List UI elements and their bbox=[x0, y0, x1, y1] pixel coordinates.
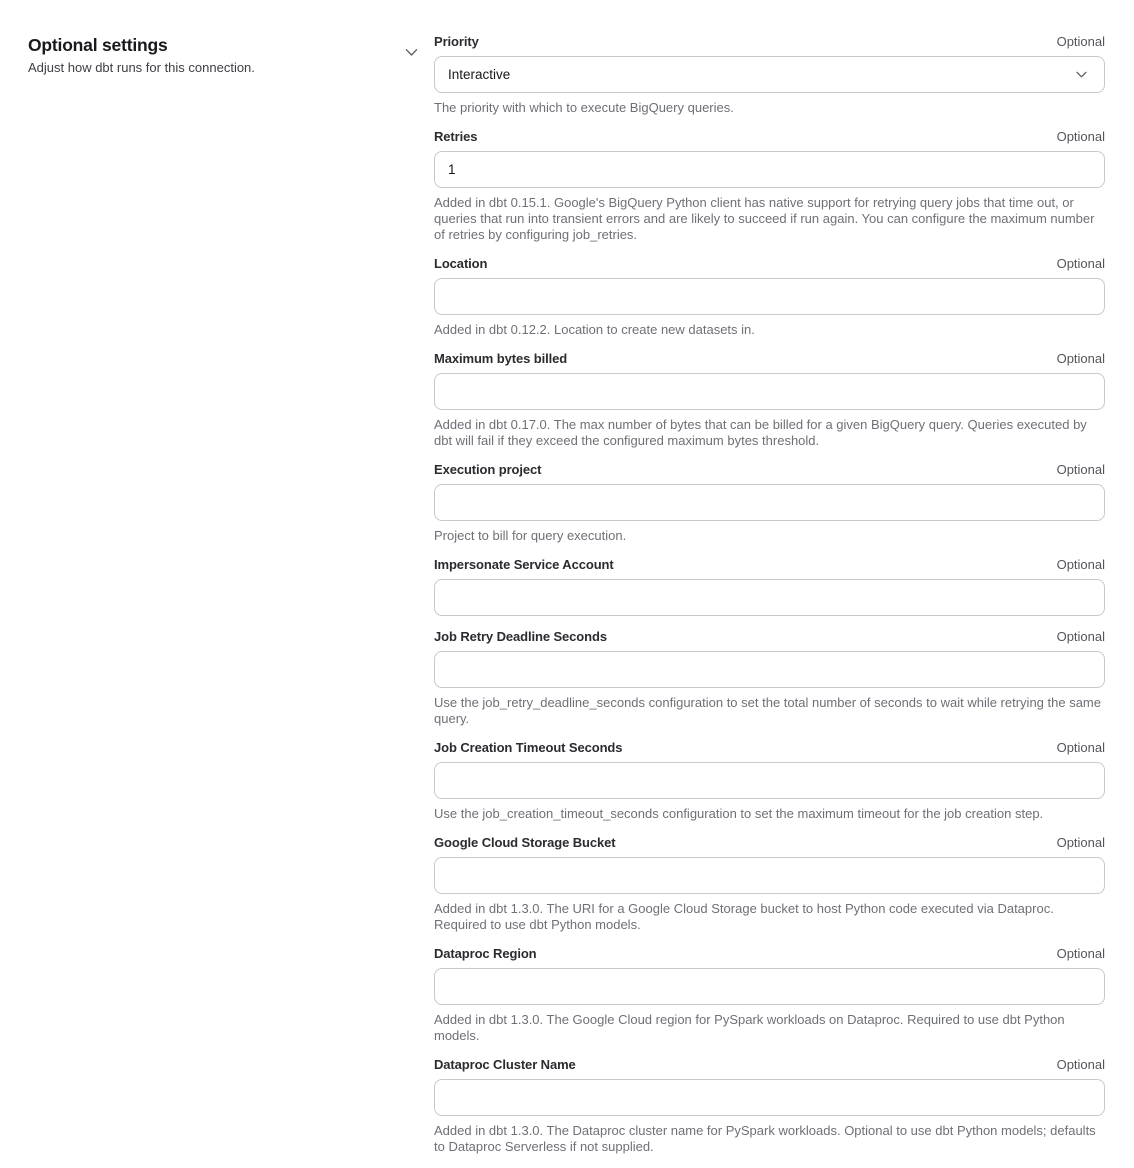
field-header bbox=[434, 1057, 1105, 1073]
optional-badge: Optional bbox=[1056, 740, 1105, 755]
maximum-bytes-billed-label: Maximum bytes billed bbox=[434, 351, 568, 366]
job-retry-deadline-seconds-helper-text: Use the job_retry_deadline_seconds configuration to set the total number of seconds to wait while retrying the same query. bbox=[434, 695, 1101, 726]
field-maximum-bytes-billed bbox=[434, 351, 1105, 449]
collapse-column bbox=[388, 34, 434, 59]
job-creation-timeout-seconds-label: Job Creation Timeout Seconds bbox=[434, 740, 623, 755]
optional-badge: Optional bbox=[1056, 256, 1105, 271]
field-dataproc-region bbox=[434, 946, 1105, 1044]
field-header bbox=[434, 557, 1105, 573]
settings-form bbox=[434, 34, 1105, 1168]
field-impersonate-service-account bbox=[434, 557, 1105, 616]
optional-badge: Optional bbox=[1056, 462, 1105, 477]
optional-badge: Optional bbox=[1056, 351, 1105, 366]
google-cloud-storage-bucket-helper-text: Added in dbt 1.3.0. The URI for a Google Cloud Storage bucket to host Python code executed via Dataproc. Required to use dbt Python models. bbox=[434, 901, 1054, 932]
field-retries bbox=[434, 129, 1105, 243]
location-input[interactable] bbox=[434, 278, 1105, 315]
field-location bbox=[434, 256, 1105, 338]
section-title: Optional settings bbox=[28, 35, 168, 55]
job-creation-timeout-seconds-input[interactable] bbox=[434, 762, 1105, 799]
field-job-creation-timeout-seconds bbox=[434, 740, 1105, 822]
collapse-section-button[interactable] bbox=[403, 46, 420, 59]
maximum-bytes-billed-helper-text: Added in dbt 0.17.0. The max number of bytes that can be billed for a given BigQuery query. Queries executed by dbt will fail if they exceed the configured maximum bytes threshold. bbox=[434, 417, 1087, 448]
execution-project-input[interactable] bbox=[434, 484, 1105, 521]
maximum-bytes-billed-input[interactable] bbox=[434, 373, 1105, 410]
retries-label: Retries bbox=[434, 129, 478, 144]
dataproc-cluster-name-helper-text: Added in dbt 1.3.0. The Dataproc cluster name for PySpark workloads. Optional to use dbt Python models; defaults to Dataproc Serverless if not supplied. bbox=[434, 1123, 1096, 1154]
field-header bbox=[434, 835, 1105, 851]
optional-badge: Optional bbox=[1056, 129, 1105, 144]
dataproc-cluster-name-label: Dataproc Cluster Name bbox=[434, 1057, 576, 1072]
field-execution-project bbox=[434, 462, 1105, 544]
dataproc-region-helper-text: Added in dbt 1.3.0. The Google Cloud region for PySpark workloads on Dataproc. Required to use dbt Python models. bbox=[434, 1012, 1065, 1043]
optional-badge: Optional bbox=[1056, 629, 1105, 644]
dataproc-region-label: Dataproc Region bbox=[434, 946, 537, 961]
google-cloud-storage-bucket-input[interactable] bbox=[434, 857, 1105, 894]
execution-project-helper-text: Project to bill for query execution. bbox=[434, 528, 627, 543]
field-priority bbox=[434, 34, 1105, 116]
field-header bbox=[434, 256, 1105, 272]
priority-label: Priority bbox=[434, 34, 479, 49]
field-job-retry-deadline-seconds bbox=[434, 629, 1105, 727]
section-subtitle: Adjust how dbt runs for this connection. bbox=[28, 60, 255, 75]
impersonate-service-account-input[interactable] bbox=[434, 579, 1105, 616]
optional-badge: Optional bbox=[1056, 557, 1105, 572]
execution-project-label: Execution project bbox=[434, 462, 542, 477]
field-dataproc-cluster-name bbox=[434, 1057, 1105, 1155]
field-header bbox=[434, 740, 1105, 756]
job-creation-timeout-seconds-helper-text: Use the job_creation_timeout_seconds configuration to set the maximum timeout for the job creation step. bbox=[434, 806, 1044, 821]
optional-badge: Optional bbox=[1056, 34, 1105, 49]
field-header bbox=[434, 129, 1105, 145]
optional-badge: Optional bbox=[1056, 1057, 1105, 1072]
job-retry-deadline-seconds-input[interactable] bbox=[434, 651, 1105, 688]
field-header bbox=[434, 946, 1105, 962]
impersonate-service-account-label: Impersonate Service Account bbox=[434, 557, 614, 572]
chevron-down-icon bbox=[405, 45, 418, 60]
field-header bbox=[434, 34, 1105, 50]
dataproc-cluster-name-input[interactable] bbox=[434, 1079, 1105, 1116]
chevron-down-icon bbox=[1076, 71, 1087, 78]
section-intro bbox=[28, 34, 388, 76]
location-helper-text: Added in dbt 0.12.2. Location to create new datasets in. bbox=[434, 322, 755, 337]
optional-badge: Optional bbox=[1056, 835, 1105, 850]
field-google-cloud-storage-bucket bbox=[434, 835, 1105, 933]
retries-helper-text: Added in dbt 0.15.1. Google's BigQuery Python client has native support for retrying query jobs that time out, or queries that run into transient errors and are likely to succeed if run again. You can configure the maximum number of retries by configuring job_retries. bbox=[434, 195, 1095, 242]
field-header bbox=[434, 629, 1105, 645]
job-retry-deadline-seconds-label: Job Retry Deadline Seconds bbox=[434, 629, 607, 644]
priority-select-value: Interactive bbox=[448, 67, 511, 82]
dataproc-region-input[interactable] bbox=[434, 968, 1105, 1005]
google-cloud-storage-bucket-label: Google Cloud Storage Bucket bbox=[434, 835, 616, 850]
location-label: Location bbox=[434, 256, 488, 271]
priority-helper-text: The priority with which to execute BigQuery queries. bbox=[434, 100, 734, 115]
priority-select[interactable] bbox=[434, 56, 1105, 93]
field-header bbox=[434, 351, 1105, 367]
retries-input[interactable] bbox=[434, 151, 1105, 188]
optional-badge: Optional bbox=[1056, 946, 1105, 961]
field-header bbox=[434, 462, 1105, 478]
